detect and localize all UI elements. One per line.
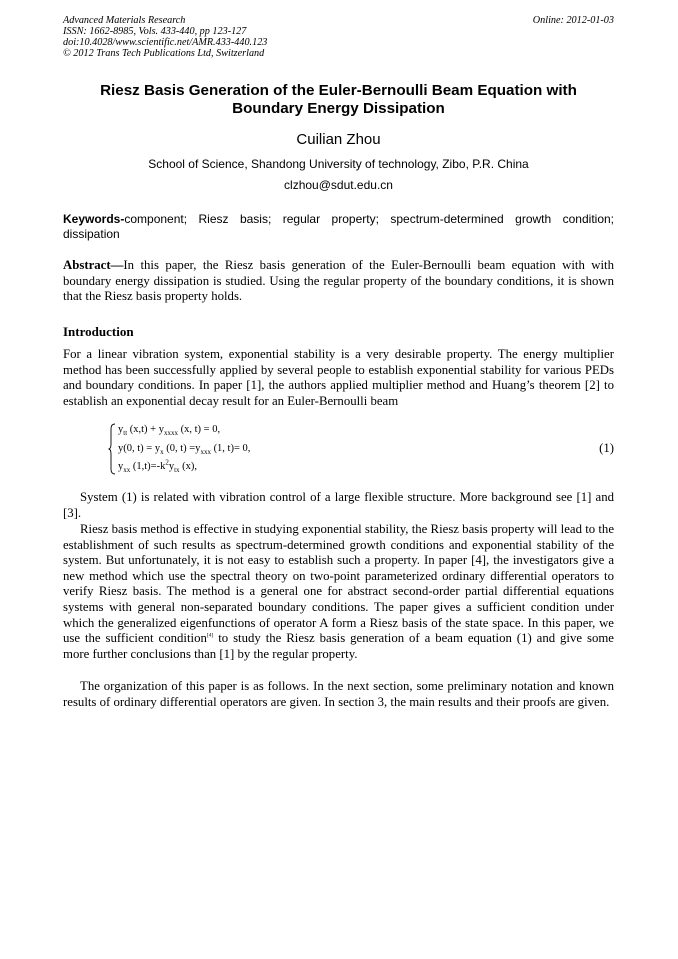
author-email[interactable]: clzhou@sdut.edu.cn [284,178,393,192]
citation-ref: [4] [206,632,214,639]
doi-line: doi:10.4028/www.scientific.net/AMR.433-440.123 [63,37,268,48]
paper-title: Riesz Basis Generation of the Euler-Bernoulli Beam Equation with Boundary Energy Dissipation [100,82,577,117]
abstract-dash: — [110,258,124,272]
affiliation: School of Science, Shandong University of technology, Zibo, P.R. China [148,157,529,171]
journal-name: Advanced Materials Research [63,15,186,26]
keywords-text: component; Riesz basis; regular property; spectrum-determined growth condition; dissipation [63,212,614,241]
equation-brace [108,423,116,475]
keywords [63,212,614,242]
section-heading-introduction: Introduction [63,324,134,339]
intro-paragraph-4: The organization of this paper is as follows. In the next section, some preliminary notation and known results of ordinary differential operators are given. In section 3, the main results and their proofs are given. [63,679,614,709]
intro-paragraph-2: System (1) is related with vibration control of a large flexible structure. More background see [1] and [3]. [63,490,614,520]
keywords-label: Keywords- [63,212,125,226]
author-name: Cuilian Zhou [296,131,381,148]
online-date: Online: 2012-01-03 [532,15,614,26]
equation-1 [100,423,614,477]
issn-line: ISSN: 1662-8985, Vols. 433-440, pp 123-127 [63,26,247,37]
intro-paragraph-3: Riesz basis method is effective in studying exponential stability, the Riesz basis property will lead to the establishment of such results as spectrum-determined growth conditions and exponential stability of the system. But unfortunately, it is not easy to establish such a property. In paper [4], the investigators give a new method which use the spectral theory on two-point parameterized ordinary differential operators to verify Riesz basis. The method is a general one for abstract second-order partial differential equations systems with general non-separated boundary conditions. The paper gives a sufficient condition under which the generalized eigenfunctions of operator A form a Riesz basis of the state space. In this paper, we use the sufficient condition[4] to study the Riesz basis generation of a beam equation (1) and give some more further conclusions than [1] by the regular property. [63,522,614,661]
equation-number: (1) [599,441,614,455]
equation-line-1: $y_{tt}$ $(x,t) + y_{xxxx}$ (x, t) = 0, [118,424,221,438]
copyright-line: © 2012 Trans Tech Publications Ltd, Switzerland [63,48,265,59]
equation-line-2: y(0, $t) = y_x$ (0, $t) =y_{xxx}$ (1, t)= 0, [118,443,251,457]
abstract-text: In this paper, the Riesz basis generation of the Euler-Bernoulli beam equation with with boundary energy dissipation is studied. Using the regular property of the boundary conditions, it is shown that the Riesz basis property holds. [63,258,614,304]
journal-header [63,15,614,59]
equation-line-3: $y_{xx}$ $(1,t)=-k^2y_{tx}$ (x), [118,458,198,475]
abstract-label: Abstract [63,258,111,272]
intro-paragraph-1: For a linear vibration system, exponential stability is a very desirable property. The energy multiplier method has been successfully applied by several people to establish exponential stability for various PEDs and boundary conditions. In paper [1], the authors applied multiplier method and Huang’s theorem [2] to establish an exponential decay result for an Euler-Bernoulli beam [63,347,614,408]
abstract [63,258,614,305]
